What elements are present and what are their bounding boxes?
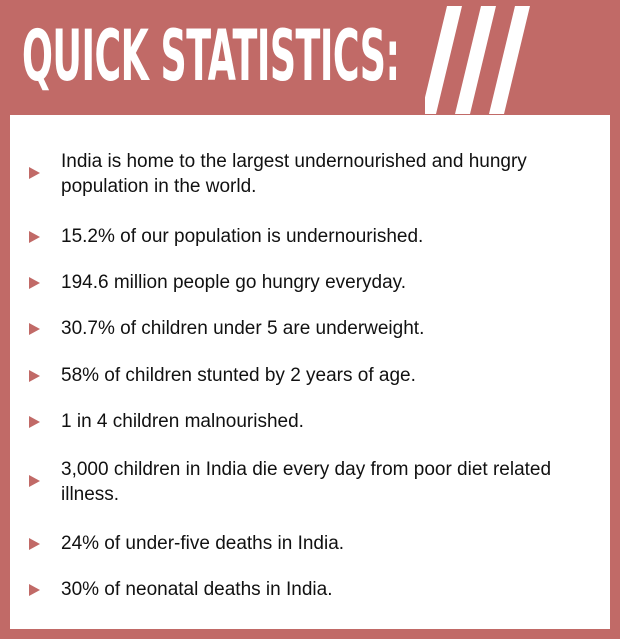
statistic-text: 3,000 children in India die every day from poor diet related illness. [61,459,552,505]
page-title: QUICK STATISTICS: [22,15,400,97]
triangle-right-icon [29,475,40,487]
statistic-text: 58% of children stunted by 2 years of age. [61,365,416,386]
triangle-right-icon [29,167,40,179]
header-banner [0,0,620,115]
triangle-right-icon [29,231,40,243]
statistic-text: 1 in 4 children malnourished. [61,411,304,432]
statistic-text: 30% of neonatal deaths in India. [61,579,333,600]
triangle-right-icon [29,370,40,382]
statistic-text: 194.6 million people go hungry everyday. [61,272,407,293]
triangle-right-icon [29,277,40,289]
statistic-text: India is home to the largest undernourished and hungry population in the world. [61,151,527,197]
diagonal-slashes-icon [425,6,535,114]
statistic-text: 15.2% of our population is undernourished. [61,226,424,247]
statistic-text: 30.7% of children under 5 are underweight. [61,318,425,339]
triangle-right-icon [29,538,40,550]
triangle-right-icon [29,323,40,335]
statistics-card [10,115,610,629]
triangle-right-icon [29,584,40,596]
triangle-right-icon [29,416,40,428]
statistic-text: 24% of under-five deaths in India. [61,533,345,554]
